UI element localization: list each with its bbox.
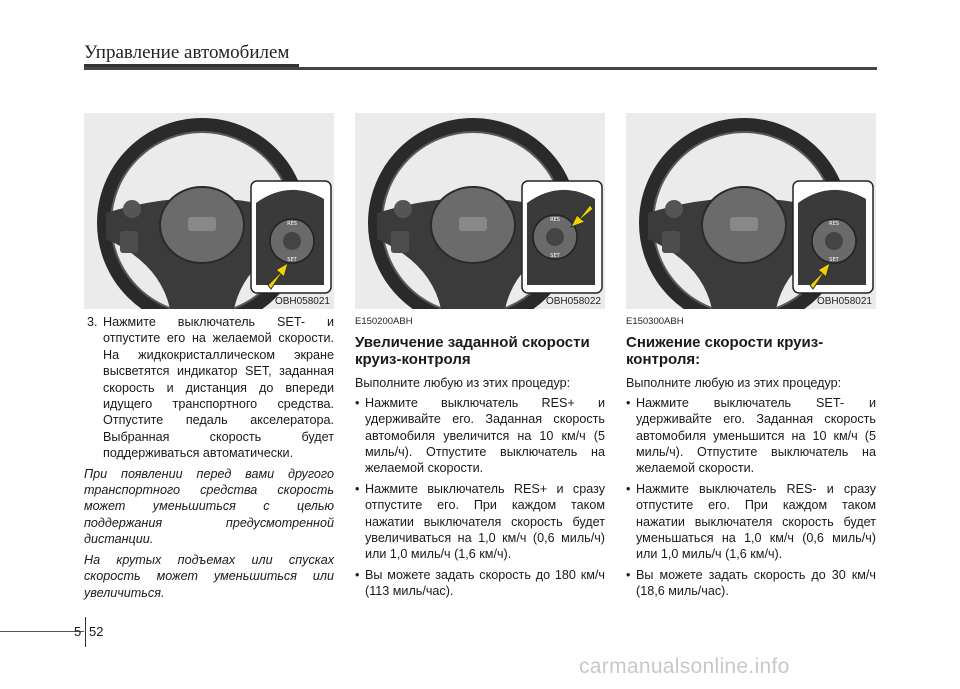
steering-wheel-illustration	[84, 113, 334, 309]
header-rule	[84, 67, 877, 70]
page-number: 52	[89, 624, 104, 639]
svg-text:SET: SET	[829, 257, 839, 263]
figure-code: OBH058021	[274, 296, 330, 307]
figure-code: OBH058022	[545, 296, 601, 307]
section-code: E150200ABH	[355, 316, 413, 327]
svg-text:SET: SET	[287, 257, 297, 263]
note-text: При появлении перед вами другого транспортного средства скорость может уменьшиться с целью поддержания предусмотренной дистанции.	[84, 466, 334, 547]
note-text: На крутых подъемах или спусках скорость может уменьшиться или увеличиться.	[84, 552, 334, 600]
svg-text:RES: RES	[829, 221, 839, 227]
column-set-speed-step	[84, 314, 334, 605]
list-item: • Нажмите выключатель RES+ и удерживайте его. Заданная скорость автомобиля увеличится на 10 км/ч (5 миль/ч). Отпустите выключатель на желаемой скорости.	[355, 395, 605, 477]
svg-text:RES: RES	[550, 217, 560, 223]
steering-wheel-illustration	[355, 113, 605, 309]
chapter-number: 5	[74, 624, 82, 639]
list-item: • Вы можете задать скорость до 180 км/ч (113 миль/час).	[355, 567, 605, 600]
section-title: Увеличение заданной скорости круиз-контроля	[355, 334, 590, 369]
step-number: 3.	[87, 315, 98, 329]
svg-text:RES: RES	[287, 221, 297, 227]
list-item: • Нажмите выключатель SET- и удерживайте его. Заданная скорость автомобиля уменьшится на 10 км/ч (5 миль/ч). Отпустите выключатель на желаемой скорости.	[626, 395, 876, 477]
numbered-step	[84, 314, 334, 462]
list-item: • Нажмите выключатель RES- и сразу отпустите его. При каждом таком нажатии выключателя скорость будет уменьшаться на 1,0 км/ч (0,6 миль/ч) или 1,0 миль/ч (1,6 км/ч).	[626, 481, 876, 563]
figure-steering-wheel-3	[626, 113, 876, 309]
section-code: E150300ABH	[626, 316, 684, 327]
list-item: • Нажмите выключатель RES+ и сразу отпустите его. При каждом таком нажатии выключателя скорость будет увеличиваться на 1,0 км/ч (0,6 миль/ч) или 1,0 миль/ч (1,6 км/ч).	[355, 481, 605, 563]
svg-text:SET: SET	[550, 253, 560, 259]
section-intro: Выполните любую из этих процедур:	[626, 376, 842, 391]
column-increase-speed	[355, 314, 605, 604]
footer-separator	[85, 617, 86, 647]
section-title: Снижение скорости круиз-контроля:	[626, 334, 824, 369]
steering-wheel-illustration	[626, 113, 876, 309]
column-decrease-speed	[626, 314, 876, 604]
page-header-title: Управление автомобилем	[84, 42, 290, 63]
step-text: Нажмите выключатель SET- и отпустите его на желаемой скорости. На жидкокристаллическом экране высветятся индикатор SET, заданная скорость и дистанция до впереди идущего транспортного средства. Отпустите педаль акселератора. Выбранная скорость будет поддерживаться автоматически.	[103, 315, 334, 461]
figure-steering-wheel-1	[84, 113, 334, 309]
figure-code: OBH058021	[816, 296, 872, 307]
inset-switch-closeup	[793, 181, 873, 293]
section-intro: Выполните любую из этих процедур:	[355, 376, 571, 391]
footer-rule	[0, 631, 84, 632]
inset-switch-closeup	[522, 181, 602, 293]
list-item: • Вы можете задать скорость до 30 км/ч (18,6 миль/час).	[626, 567, 876, 600]
watermark: carmanualsonline.info	[579, 655, 790, 678]
figure-steering-wheel-2	[355, 113, 605, 309]
inset-switch-closeup	[251, 181, 331, 293]
